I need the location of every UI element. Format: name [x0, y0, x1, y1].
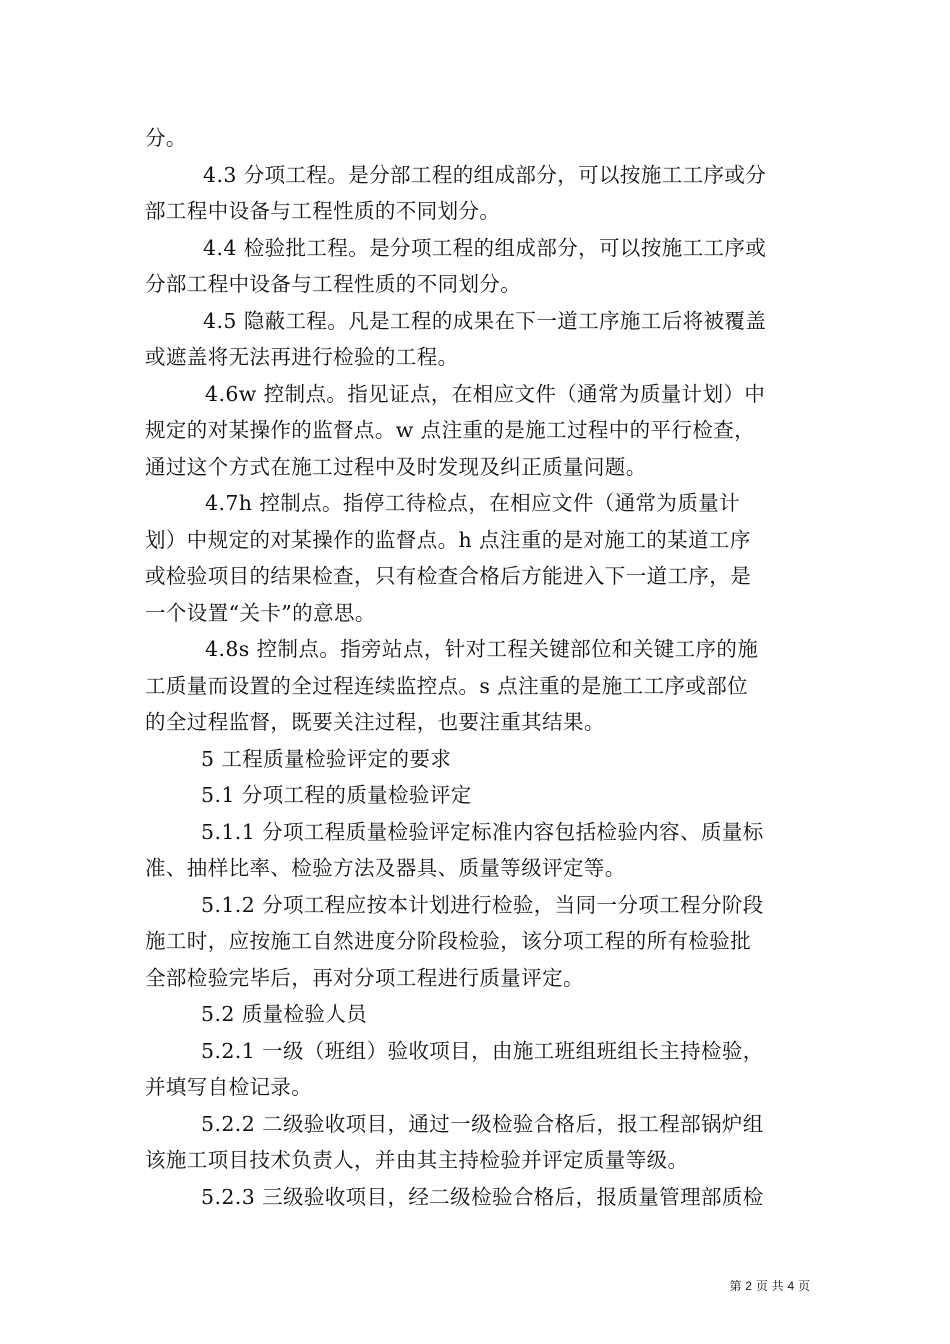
text-line: 并填写自检记录。 — [145, 1075, 313, 1099]
total-pages-number: 4 — [787, 1279, 795, 1293]
text-line: 部工程中设备与工程性质的不同划分。 — [145, 199, 501, 223]
text-line: 或检验项目的结果检查，只有检查合格后方能进入下一道工序，是 — [145, 564, 752, 588]
text-line: 全部检验完毕后，再对分项工程进行质量评定。 — [145, 966, 584, 990]
text-line: 的全过程监督，既要关注过程，也要注重其结果。 — [145, 710, 605, 734]
footer-prefix: 第 — [729, 1279, 742, 1293]
current-page-number: 2 — [745, 1279, 752, 1293]
footer-middle: 页 共 — [755, 1279, 784, 1293]
text-line: 分部工程中设备与工程性质的不同划分。 — [145, 272, 522, 296]
paragraph-4-4: 4.4 检验批工程。是分项工程的组成部分，可以按施工工序或 — [203, 236, 767, 260]
paragraph-5-1-2: 5.1.2 分项工程应按本计划进行检验，当同一分项工程分阶段 — [201, 893, 764, 917]
text-line: 一个设置“关卡”的意思。 — [145, 601, 376, 625]
paragraph-4-7: 4.7h 控制点。指停工待检点，在相应文件（通常为质量计 — [205, 491, 741, 515]
text-line: 分。 — [145, 126, 187, 150]
text-line: 施工时，应按施工自然进度分阶段检验，该分项工程的所有检验批 — [145, 929, 752, 953]
section-heading-5: 5 工程质量检验评定的要求 — [201, 747, 452, 771]
text-line: 准、抽样比率、检验方法及器具、质量等级评定等。 — [145, 856, 626, 880]
section-heading-5-2: 5.2 质量检验人员 — [201, 1002, 368, 1026]
text-line: 通过这个方式在施工过程中及时发现及纠正质量问题。 — [145, 455, 647, 479]
paragraph-5-2-3: 5.2.3 三级验收项目，经二级检验合格后，报质量管理部质检 — [201, 1185, 764, 1209]
paragraph-4-3: 4.3 分项工程。是分部工程的组成部分，可以按施工工序或分 — [203, 163, 767, 187]
text-line: 该施工项目技术负责人，并由其主持检验并评定质量等级。 — [145, 1148, 689, 1172]
page-footer — [700, 1278, 810, 1294]
paragraph-5-1-1: 5.1.1 分项工程质量检验评定标准内容包括检验内容、质量标 — [201, 820, 764, 844]
paragraph-5-2-1: 5.2.1 一级（班组）验收项目，由施工班组班组长主持检验， — [201, 1039, 764, 1063]
text-line: 划）中规定的对某操作的监督点。h 点注重的是对施工的某道工序 — [145, 528, 751, 552]
text-line: 工质量而设置的全过程连续监控点。s 点注重的是施工工序或部位 — [145, 674, 749, 698]
text-line: 规定的对某操作的监督点。w 点注重的是施工过程中的平行检查， — [145, 418, 756, 442]
paragraph-4-5: 4.5 隐蔽工程。凡是工程的成果在下一道工序施工后将被覆盖 — [203, 309, 767, 333]
paragraph-4-8: 4.8s 控制点。指旁站点，针对工程关键部位和关键工序的施 — [205, 637, 759, 661]
paragraph-5-2-2: 5.2.2 二级验收项目，通过一级检验合格后，报工程部锅炉组 — [201, 1112, 764, 1136]
section-heading-5-1: 5.1 分项工程的质量检验评定 — [201, 783, 472, 807]
text-line: 或遮盖将无法再进行检验的工程。 — [145, 345, 459, 369]
paragraph-4-6: 4.6w 控制点。指见证点，在相应文件（通常为质量计划）中 — [205, 382, 766, 406]
footer-suffix: 页 — [797, 1279, 810, 1293]
